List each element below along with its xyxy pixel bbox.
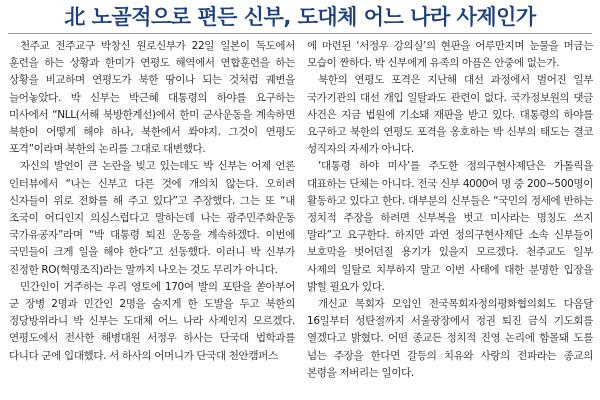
headline-divider — [8, 33, 592, 34]
paragraph: 민간인이 거주하는 우리 영토에 170여 발의 포탄을 쏟아부어 군 장병 2명과 민간인 2명을 숨지게 한 도발을 두고 북한의 정당방위라니 박 신부는 도대체 어느 나라 사제인지 모르겠다. 연평도에서 전사한 해병대원 서정우 하사는 단국대 법학과를 다니다 군에 입대했다. 서 하사의 어머니가 단국대 천안캠퍼스 — [9, 280, 295, 362]
paragraph: 개신교 목회자 모임인 전국목회자정의평화협의회도 다음달 16일부터 성탄절까지 서울광장에서 정권 퇴진 금식 기도회를 열겠다고 밝혔다. 어떤 종교든 정치적 진영 논리에 함몰돼 도를 넘는 주장을 한다면 갈등의 치유와 사랑의 전파라는 종교의 본령을 저버리는 일이다. — [307, 298, 593, 379]
paragraph: 에 마련된 ‘서정우 강의실’의 현판을 어루만지며 눈물을 머금는 모습이 짠하다. 박 신부에게 유족의 아픔은 안중에 없는가. — [307, 40, 593, 70]
left-column — [9, 38, 295, 398]
paragraph: 자신의 발언이 큰 논란을 빚고 있는데도 박 신부는 어제 언론 인터뷰에서 “나는 신부고 다른 것에 개의치 않는다. 오히려 신자들이 위로 전화를 해 주고 있다”고 주장했다. 그는 또 “내 조국이 어디인지 의심스럽다고 말하는데 나는 광주민주화운동 국가유공자”라며 “박 대통령 퇴진 운동을 계속하겠다. 이번에 국민들이 크게 일을 해야 한다”고 선동했다. 이러니 박 신부가 진정한 RO(혁명조직)라는 말까지 나오는 것도 무리가 아니다. — [9, 160, 295, 276]
editorial-headline: 北 노골적으로 편든 신부, 도대체 어느 나라 사제인가 — [64, 5, 536, 29]
paragraph: 북한의 연평도 포격은 지난해 대선 과정에서 벌어진 일부 국가기관의 대선 개입 일탈과도 관련이 없다. 국가정보원의 댓글 사건은 지금 법원에 기소돼 재판을 받고 있다. 대통령의 하야를 요구하고 북한의 연평도 포격을 옹호하는 박 신부의 태도는 결코 성직자의 자세가 아니다. — [307, 74, 593, 156]
right-column — [307, 38, 593, 398]
paragraph: 천주교 전주교구 박창신 원로신부가 22일 일본이 독도에서 훈련을 하는 상황과 한미가 연평도 해역에서 연합훈련을 하는 상황을 비교하며 연평도가 북한 땅이나 되는 것처럼 궤변을 늘어놓았다. 박 신부는 박근혜 대통령의 하야를 요구하는 미사에서 “NLL(서해 북방한계선)에서 한미 군사운동을 계속하면 북한이 어떻게 해야 하나, 북한에서 쏴야지. 그것이 연평도 포격”이라며 북한의 논리를 그대로 대변했다. — [9, 40, 295, 156]
paragraph: ‘대통령 하야 미사’를 주도한 정의구현사제단은 가톨릭을 대표하는 단체는 아니다. 전국 신부 4000여 명 중 200∼500명이 활동하고 있다고 한다. 대부분의 신부들은 “국민의 정세에 반하는 정치적 주장을 하려면 신부복을 벗고 미사라는 명칭도 쓰지 말라”고 요구한다. 하지만 과연 정의구현사제단 소속 신부들이 보호막을 벗어던질 용기가 있을지 모르겠다. 천주교도 일부 사제의 일탈로 치부하지 말고 이번 사태에 대한 분명한 입장을 밝힐 필요가 있다. — [307, 160, 593, 293]
